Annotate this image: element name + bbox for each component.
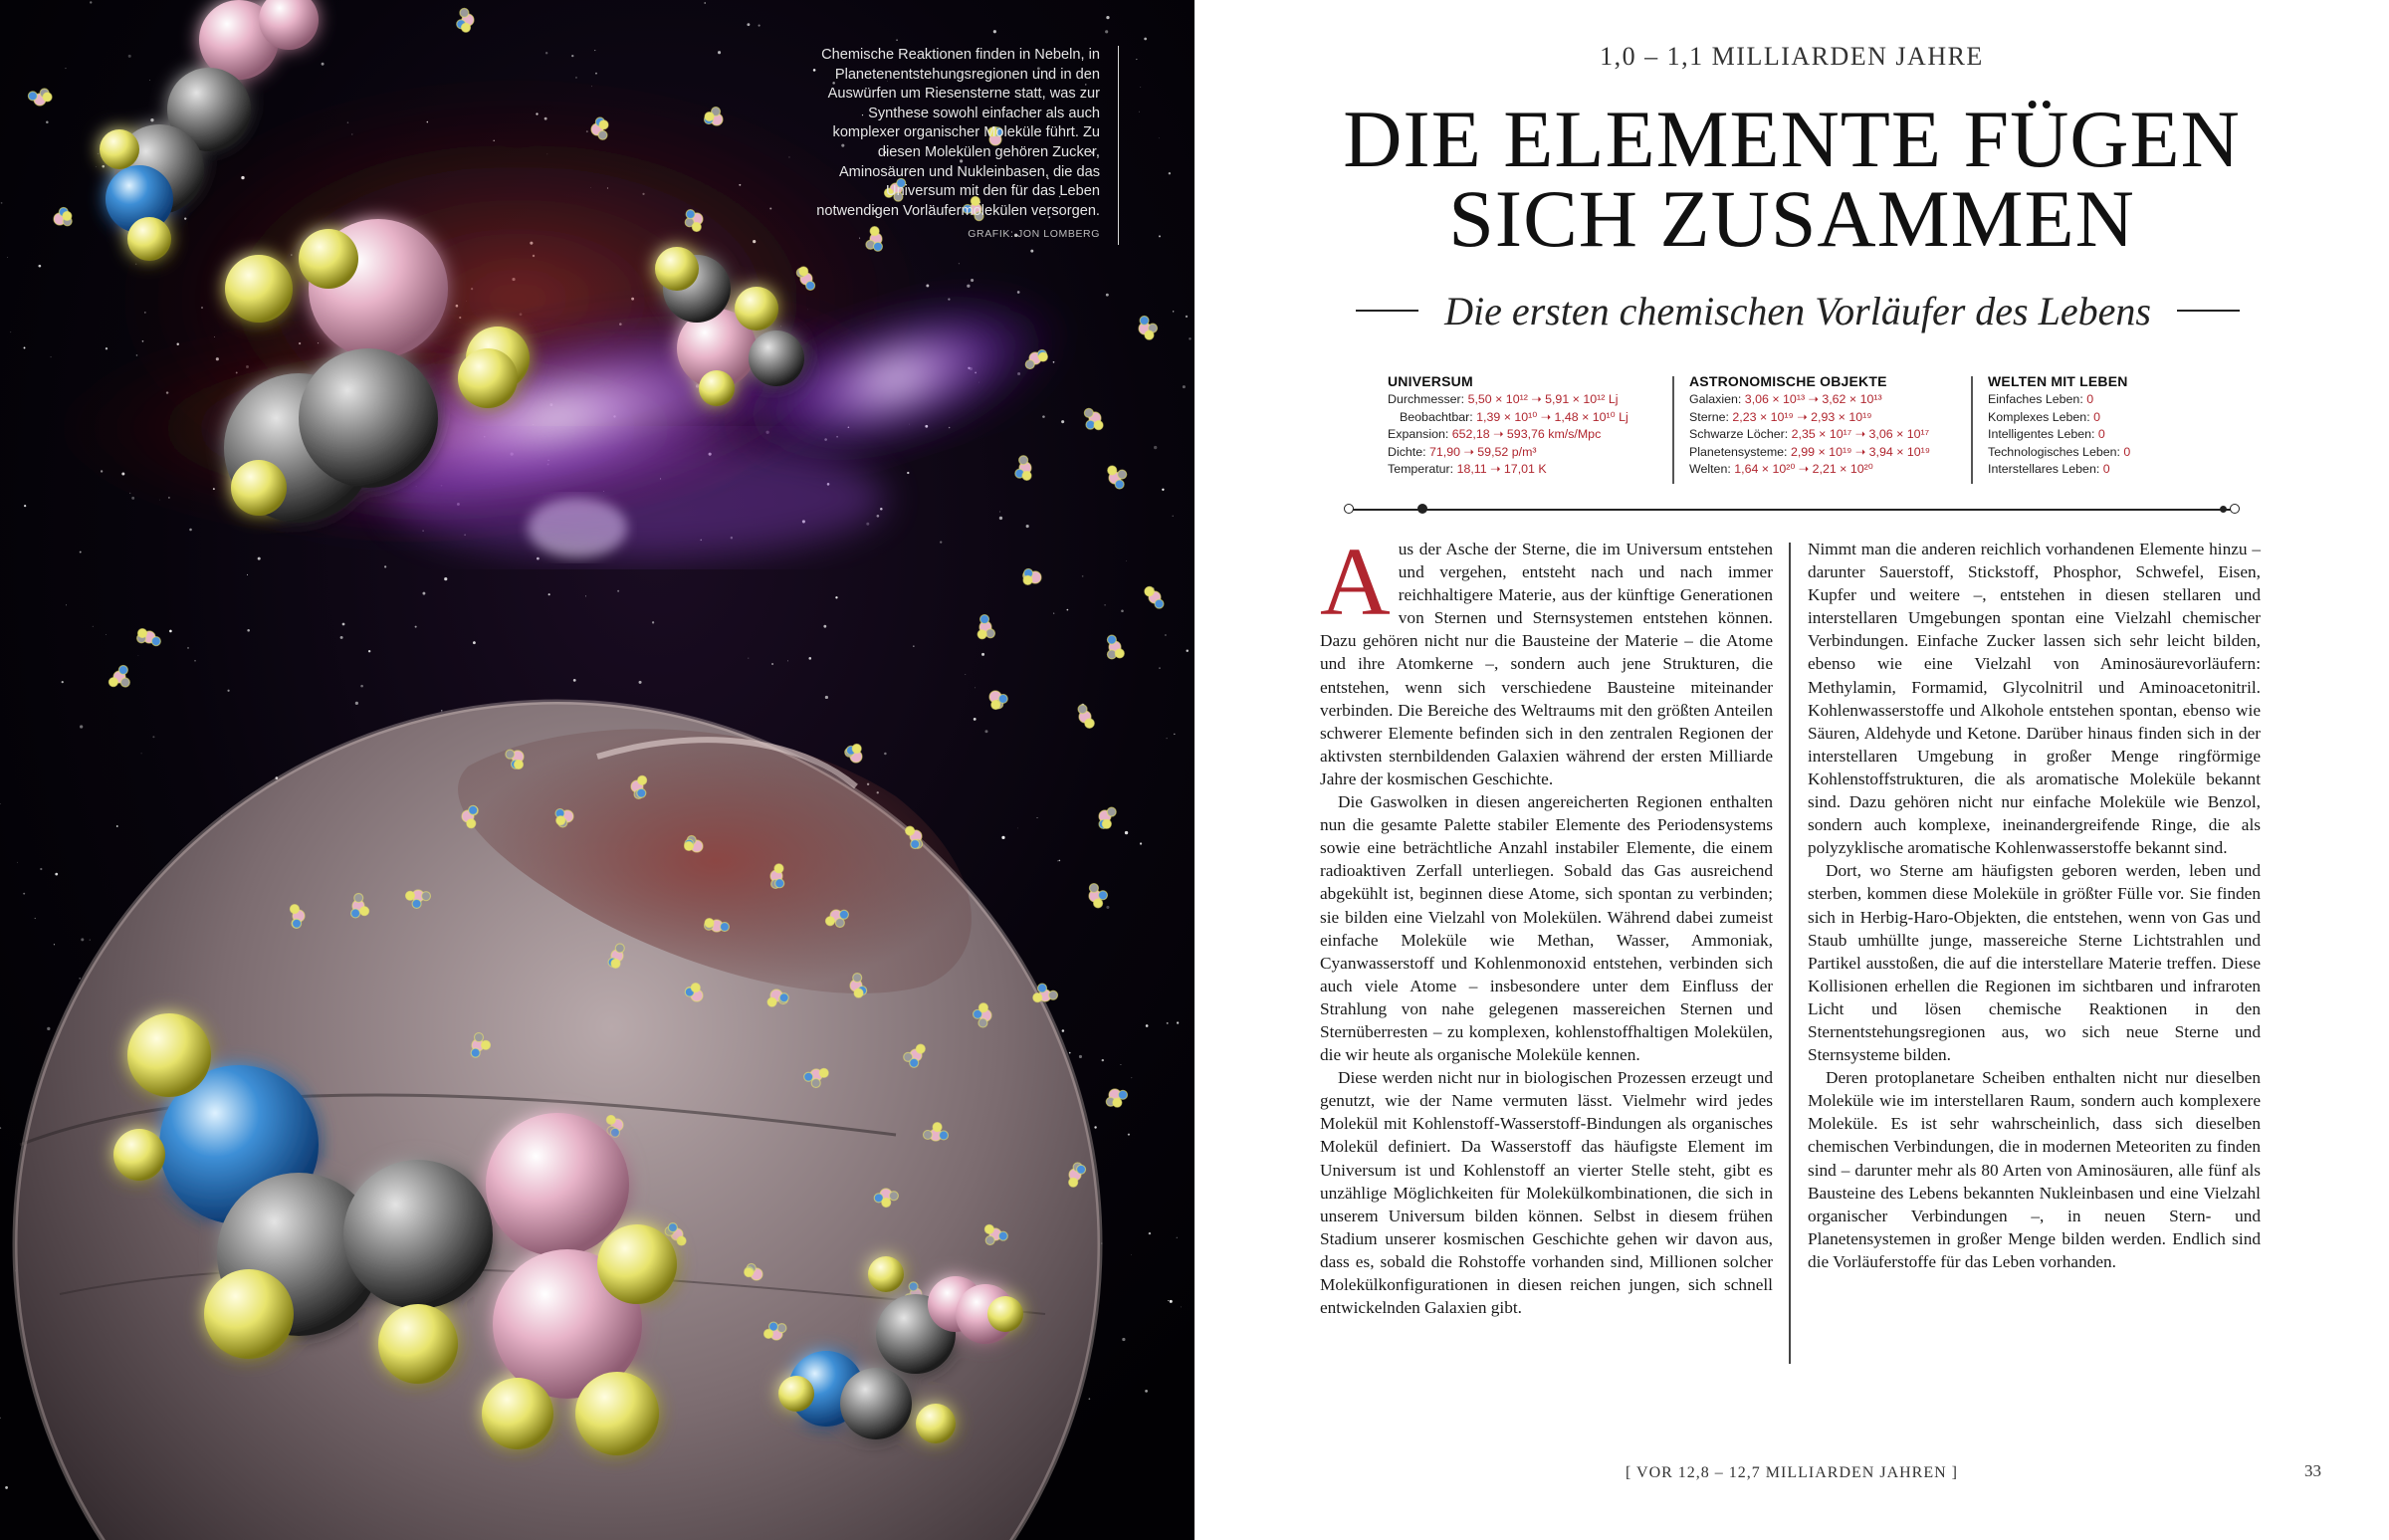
stat-label: Technologisches Leben: — [1988, 444, 2124, 459]
era-label: 1,0 – 1,1 MILLIARDEN JAHRE — [1600, 42, 1984, 71]
stat-value: 3,06 × 10¹³ ➝ 3,62 × 10¹³ — [1744, 392, 1882, 407]
star — [106, 634, 107, 635]
star — [1159, 235, 1161, 237]
title-line-1: DIE ELEMENTE FÜGEN — [1343, 94, 2241, 184]
stat-label: Durchmesser: — [1388, 392, 1468, 407]
timeline-current-marker — [1417, 504, 1427, 514]
paragraph — [1320, 529, 1773, 790]
stat-label: Expansion: — [1388, 427, 1452, 442]
star — [1069, 1052, 1071, 1054]
paragraph: Nimmt man die anderen reichlich vorhandenen Elemente hinzu – darunter Sauerstoff, Stickstoff, Phosphor, Schwefel, Eisen, Kupfer und weitere –, entstehen in diesen stellaren und interstellaren Umgebungen spontan eine Vielzahl chemischer Verbindungen. Einfache Zucker lassen sich sehr leicht bilden, ebenso wie eine Vielzahl von Aminosäurevorläufern: Methylamin, Formamid, Glycolnitril und Aminoacetonitril. Kohlenwasserstoffe und Alkohole entstehen spontan, ebenso wie Säuren, Aldehyde und Ketone. Darüber hinaus finden sich in der interstellaren Umgebung in großer Menge ringförmige Kohlenstoffstrukturen, die als aromatische Moleküle bekannt sind. Dazu gehören nicht nur einfache Moleküle wie Benzol, sondern auch komplexe, ineinandergreifende Ringe, die als polyzyklische aromatische Kohlenwasserstoffe bekannt sind. — [1808, 540, 2261, 858]
star — [1017, 291, 1020, 294]
star — [342, 623, 345, 626]
star — [1140, 87, 1141, 88]
stats-heading: UNIVERSUM — [1388, 373, 1473, 389]
star — [971, 279, 974, 282]
stat-value: 0 — [2123, 444, 2131, 459]
star — [90, 1, 92, 3]
stat-row — [1388, 444, 1629, 461]
star — [79, 978, 81, 980]
star — [40, 868, 42, 870]
stat-row — [1388, 409, 1629, 426]
star — [17, 862, 18, 863]
star — [907, 472, 909, 474]
star — [835, 596, 837, 598]
stat-label: Einfaches Leben: — [1988, 392, 2087, 407]
star — [1106, 294, 1109, 297]
star — [444, 577, 447, 580]
running-footer: [ VOR 12,8 – 12,7 MILLIARDEN JAHREN ] — [1625, 1464, 1959, 1481]
star — [360, 685, 363, 688]
star — [1174, 734, 1175, 735]
star — [152, 736, 154, 738]
star — [617, 590, 619, 592]
star — [80, 551, 82, 553]
star — [1057, 860, 1058, 861]
star — [652, 621, 654, 623]
star — [169, 630, 172, 633]
star — [80, 725, 83, 728]
star — [1159, 667, 1161, 669]
stat-row — [1388, 426, 1629, 443]
star — [967, 285, 970, 288]
stat-value: 0 — [2086, 392, 2094, 407]
stat-value: 2,23 × 10¹⁹ ➝ 2,93 × 10¹⁹ — [1732, 409, 1872, 424]
star — [1037, 817, 1038, 818]
star — [1104, 604, 1105, 605]
star — [718, 51, 721, 54]
star — [368, 650, 370, 652]
star — [96, 166, 97, 167]
star — [1125, 831, 1128, 834]
paragraph: Dort, wo Sterne am häufigsten geboren werden, leben und sterben, kommen diese Moleküle in größter Fülle vor. Sie finden sich in Herbig-Haro-Objekten, die entstehen, wenn von Gas und Staub umhüllte junge, massereiche Sterne Lichtstrahlen und Partikel ausstoßen, die auf die interstellare Materie treffen. Diese Kollisionen erhellen die Regionen im sichtbaren und infraroten Licht und lösen chemische Reaktionen in den Sternentstehungsregionen aus, wo sich neue Sterne und Sternsysteme bilden. — [1808, 861, 2261, 1065]
star — [1079, 1055, 1082, 1058]
star — [187, 647, 189, 649]
star — [90, 939, 91, 940]
star — [1106, 906, 1109, 909]
text-column-left — [1320, 529, 1773, 1319]
star — [993, 30, 996, 33]
star — [106, 347, 108, 349]
drop-cap: A — [1320, 529, 1391, 636]
star — [974, 718, 977, 721]
star — [1082, 575, 1084, 577]
stat-value: 71,90 ➝ 59,52 p/m³ — [1429, 444, 1537, 459]
star — [999, 511, 1000, 512]
star — [594, 50, 595, 51]
stat-value: 1,39 × 10¹⁰ ➝ 1,48 × 10¹⁰ Lj — [1476, 409, 1629, 424]
star — [1105, 30, 1108, 33]
star — [545, 52, 547, 54]
star — [1145, 1390, 1148, 1393]
star — [384, 565, 386, 567]
stat-label: Schwarze Löcher: — [1689, 427, 1792, 442]
star — [340, 636, 343, 639]
star — [1140, 842, 1142, 844]
star — [98, 153, 99, 154]
stat-label: Temperatur: — [1388, 462, 1457, 477]
timeline-line — [1350, 509, 2234, 511]
paragraph-text: us der Asche der Sterne, die im Universum entstehen und vergehen, entsteht nach und nach immer reichhaltigere Materie, aus der künftige Generationen von Sternen und Sternsystemen entstehen können. Dazu gehören nicht nur die Bausteine der Materie – die Atome und ihre Atomkerne –, sondern auch jene Strukturen, die entstehen, wenn sich verschiedene Bausteine miteinander verbinden. Die Bereiche des Weltraums mit den größten Anteilen schwerer Elemente befinden sich in den zentralen Regionen der aktivsten sternbildenden Galaxien während der ersten Milliarde Jahre der kosmischen Geschichte. — [1320, 540, 1773, 788]
star — [585, 595, 586, 596]
star — [959, 263, 960, 264]
cover-illustration — [0, 0, 1194, 1540]
paragraph: Diese werden nicht nur in biologischen Prozessen erzeugt und genutzt, wie der Name vermuten lässt. Vielmehr wird jedes Molekül mit Kohlenstoff-Wasserstoff-Bindungen als organisches Molekül definiert. Da Wasserstoff das häufigste Element im Universum ist und Kohlenstoff an vierter Stelle steht, gibt es unzählige Möglichkeiten für Molekülkombinationen, die sich in unserem Universum bilden können. Selbst in diesem frühen Stadium unserer kosmischen Geschichte gehen wir davon aus, dass es, sobald die Rohstoffe vorhanden sind, Millionen solcher Molekülkonfigurationen in diesen reichen jungen, sich schnell entwickelnden Galaxien gibt. — [1320, 1068, 1773, 1318]
star — [7, 257, 8, 258]
stat-label: Komplexes Leben: — [1988, 409, 2094, 424]
stat-label: Interstellares Leben: — [1988, 462, 2103, 477]
timeline-start-marker — [1344, 504, 1354, 514]
stat-row — [1689, 391, 1930, 408]
star — [966, 674, 967, 675]
star — [1136, 59, 1137, 60]
star — [102, 165, 105, 168]
star — [1106, 16, 1109, 19]
star — [999, 517, 1002, 520]
star — [5, 1486, 8, 1489]
stats-heading: WELTEN MIT LEBEN — [1988, 373, 2128, 389]
star — [1173, 311, 1174, 312]
star — [771, 663, 773, 665]
star — [548, 593, 550, 595]
stat-label: Welten: — [1689, 462, 1735, 477]
star — [1186, 316, 1188, 318]
star — [50, 356, 51, 357]
stats-panel — [1194, 373, 2389, 483]
star — [639, 681, 642, 684]
star — [137, 655, 138, 656]
chapter-subtitle: Die ersten chemischen Vorläufer des Lebens — [1444, 288, 2151, 333]
star — [1061, 420, 1064, 423]
star — [787, 661, 788, 662]
star — [808, 657, 811, 660]
paragraph: Die Gaswolken in diesen angereicherten Regionen enthalten nun die gesamte Palette stabiler Elemente des Periodensystems sowie eine beträchtliche Anzahl instabiler Elemente, die einem radioaktiven Zerfall unterliegen. Sobald das Gas ausreichend abgekühlt ist, beginnen diese Atome, sich spontan zu verbinden; sie bilden eine Vielzahl von Molekülen. Während dabei zumeist einfache Moleküle wie Methan, Wasser, Ammoniak, Cyanwasserstoff und Kohlenmonoxid entstehen, verbinden sich auch viele Atome – insbesondere unter dem Einfluss der Strahlung von nahe gelegenen massereichen Sternen und Sternüberresten – zu komplexen, kohlenstoffhaltigen Molekülen, die wir heute als organische Moleküle kennen. — [1320, 792, 1773, 1065]
star — [975, 687, 976, 688]
star — [1177, 1021, 1179, 1023]
star — [537, 557, 540, 560]
star — [877, 515, 880, 518]
timeline-marker — [2220, 506, 2227, 513]
star — [1062, 1029, 1065, 1032]
star — [1165, 634, 1167, 636]
star — [1144, 38, 1147, 41]
star — [227, 690, 229, 692]
caption-text: Chemische Reaktionen finden in Nebeln, in Planetenentstehungsregionen und in den Auswürfen um Riesensterne statt, was zur Synthese sowohl einfacher als auch komplexer organischer Moleküle führt. Zu diesen Molekülen gehören Zucker, Aminosäuren und Nukleinbasen, die das Universum mit den für das Leben notwendigen Vorläufermolekülen versorgen. — [816, 47, 1100, 219]
star — [1181, 1307, 1182, 1308]
stat-row — [1988, 391, 2130, 408]
star — [1168, 1300, 1169, 1301]
stat-value: 5,50 × 10¹² ➝ 5,91 × 10¹² Lj — [1467, 392, 1619, 407]
star — [355, 702, 358, 705]
star — [1042, 415, 1045, 418]
star — [573, 679, 576, 682]
stat-label: Beobachtbar: — [1400, 409, 1477, 424]
star — [1169, 172, 1171, 174]
stat-row — [1388, 461, 1629, 478]
stat-value: 2,99 × 10¹⁹ ➝ 3,94 × 10¹⁹ — [1790, 444, 1931, 459]
stat-value: 0 — [2097, 427, 2105, 442]
star — [866, 523, 869, 526]
star — [896, 40, 897, 41]
star — [1102, 1059, 1104, 1061]
star — [1122, 1338, 1125, 1341]
star — [1120, 1064, 1121, 1065]
star — [1146, 1024, 1149, 1027]
star — [247, 574, 248, 575]
star — [940, 541, 942, 543]
stats-welten — [1988, 373, 2130, 478]
star — [1187, 650, 1189, 652]
star — [1131, 1077, 1132, 1078]
star — [258, 557, 261, 560]
stat-label: Planetensysteme: — [1689, 444, 1791, 459]
stat-label: Galaxien: — [1689, 392, 1745, 407]
stat-row — [1988, 426, 2130, 443]
star — [1170, 1300, 1173, 1303]
stat-row — [1689, 409, 1930, 426]
star — [423, 592, 426, 595]
star — [1094, 1126, 1096, 1128]
star — [322, 63, 325, 66]
star — [748, 658, 749, 659]
star — [981, 653, 984, 656]
star — [23, 893, 25, 895]
star — [1162, 489, 1164, 491]
star — [189, 529, 192, 532]
stat-value: 18,11 ➝ 17,01 K — [1456, 462, 1547, 477]
stat-row — [1388, 391, 1629, 408]
star — [38, 265, 41, 268]
star — [1128, 1134, 1130, 1136]
star — [704, 2, 706, 4]
caption-credit: GRAFIK: JON LOMBERG — [968, 228, 1100, 241]
stats-heading: ASTRONOMISCHE OBJEKTE — [1689, 373, 1887, 389]
subtitle-row — [1356, 289, 2240, 332]
star — [1067, 609, 1069, 611]
star — [247, 629, 250, 632]
stat-label: Dichte: — [1388, 444, 1430, 459]
star — [24, 505, 26, 507]
star — [1017, 828, 1018, 829]
star — [1059, 860, 1061, 862]
star — [1159, 137, 1160, 138]
star — [1167, 1022, 1169, 1024]
star — [1026, 525, 1029, 528]
star — [1183, 385, 1186, 388]
chapter-title — [1194, 94, 2389, 264]
timeline-bar — [1344, 503, 2240, 517]
star — [62, 681, 64, 683]
stat-value: 0 — [2102, 462, 2110, 477]
page-number: 33 — [2304, 1461, 2321, 1480]
stats-universum — [1388, 373, 1629, 478]
star — [1001, 836, 1004, 839]
star — [81, 938, 84, 941]
article-page — [1194, 0, 2389, 1540]
stats-divider — [1971, 376, 1973, 484]
stat-value: 652,18 ➝ 593,76 km/s/Mpc — [1451, 427, 1602, 442]
stat-label: Intelligentes Leben: — [1988, 427, 2098, 442]
stat-row — [1689, 444, 1930, 461]
star — [913, 645, 914, 646]
star — [1173, 516, 1174, 517]
stat-row — [1689, 461, 1930, 478]
star — [823, 625, 826, 628]
stat-row — [1988, 461, 2130, 478]
star — [149, 80, 150, 81]
star — [141, 754, 142, 755]
star — [415, 626, 417, 628]
star — [24, 347, 26, 349]
stat-label: Sterne: — [1689, 409, 1733, 424]
title-line-2: SICH ZUSAMMEN — [1448, 173, 2135, 264]
star — [1149, 1232, 1151, 1234]
star — [128, 55, 131, 58]
star — [1131, 1254, 1132, 1255]
star — [54, 944, 55, 945]
stat-row — [1988, 444, 2130, 461]
star — [66, 68, 67, 69]
stats-objekte — [1689, 373, 1930, 478]
star — [473, 641, 476, 644]
stat-row — [1988, 409, 2130, 426]
star — [984, 730, 987, 733]
star — [150, 118, 153, 121]
star — [1177, 1237, 1178, 1238]
star — [571, 55, 573, 57]
star — [441, 710, 442, 711]
subtitle-rule-right — [2177, 310, 2240, 312]
star — [55, 873, 58, 876]
timeline-end-marker — [2230, 504, 2240, 514]
stat-value: 2,35 × 10¹⁷ ➝ 3,06 × 10¹⁷ — [1791, 427, 1930, 442]
star — [1139, 111, 1140, 112]
star — [759, 25, 760, 27]
stats-divider — [1672, 376, 1674, 484]
stat-value: 0 — [2093, 409, 2100, 424]
star — [1126, 560, 1127, 561]
star — [116, 825, 118, 827]
star — [46, 121, 49, 124]
star — [884, 753, 887, 756]
star — [1053, 613, 1054, 614]
image-caption — [806, 46, 1119, 245]
subtitle-rule-left — [1356, 310, 1418, 312]
star — [1089, 1398, 1091, 1400]
star — [1167, 738, 1168, 739]
text-column-right — [1808, 538, 2261, 1273]
paragraph: Deren protoplanetare Scheiben enthalten nicht nur dieselben Moleküle wie im interstellaren Raum, sondern auch komplexere Moleküle. Es ist sehr wahrscheinlich, dass sich dieselben chemischen Verbindungen, die in modernen Meteoriten zu finden sind – darunter mehr als 80 Arten von Aminosäuren, alle fünf als Bausteine des Lebens bekannten Nukleinbasen und eine Vielzahl organischer Verbindungen –, in neuen Stern- und Planetensystemen in großer Menge bilden werden. Endlich sind die Vorläuferstoffe für das Leben vorhanden. — [1808, 1068, 2261, 1271]
star — [10, 331, 11, 332]
star — [1, 202, 3, 204]
star — [747, 23, 750, 26]
star — [47, 1027, 50, 1030]
star — [1030, 250, 1033, 253]
star — [825, 696, 828, 699]
column-divider — [1789, 543, 1791, 1364]
star — [1154, 446, 1157, 449]
stat-row — [1689, 426, 1930, 443]
star — [194, 660, 196, 662]
star — [93, 626, 94, 627]
star — [35, 918, 36, 919]
stat-value: 1,64 × 10²⁰ ➝ 2,21 × 10²⁰ — [1734, 462, 1873, 477]
star — [1189, 337, 1191, 339]
star — [66, 604, 67, 605]
star — [1121, 609, 1124, 612]
